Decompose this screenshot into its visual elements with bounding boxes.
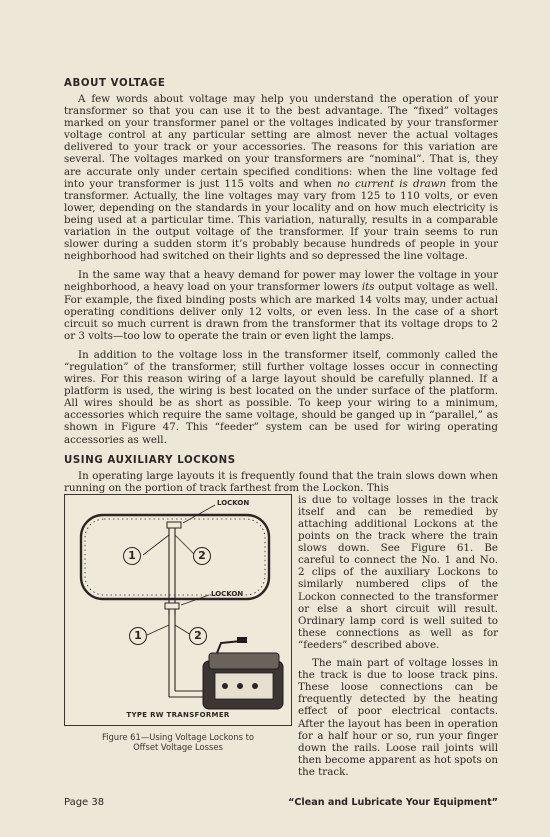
wrapped-text-column xyxy=(298,494,498,784)
paragraph: In addition to the voltage loss in the transformer itself, commonly called the “regulation” of the transformer, still further voltage losses occur in connecting wires. For this reason wiring of a large layout should be carefully planned. If a platform is used, the wiring is best located on the under surface of the platform. All wires should be as short as possible. To keep your wiring to a minimum, accessories which require the same voltage, should be ganged up in “parallel,” as shown in Figure 47. This “feeder” system can be used for wiring operating accessories as well. xyxy=(64,348,498,446)
clip-1-marker: 1 xyxy=(129,627,147,645)
footer-tagline: “Clean and Lubricate Your Equipment” xyxy=(288,797,498,808)
lockon-top xyxy=(167,522,181,528)
page-number: Page 38 xyxy=(64,797,105,808)
paragraph: A few words about voltage may help you understand the operation of your transformer so that you can use it to the best advantage. The “fixed” voltages marked on your transformer panel or the voltages indicated by your transformer voltage control at any particular setting are almost never the actual voltages delivered to your track or your accessories. The reasons for this variation are several. The voltages marked on your transformers are “nominal”. That is, they are accurate only under certain specified conditions: when the line voltage fed into your transformer is just 115 volts and when no current is drawn from the transformer. Actually, the line voltages may vary from 125 to 110 volts, or even lower, depending on the standards in your locality and on how much electricity is being used at a particular time. This variation, naturally, results in a comparable variation in the output voltage of the transformer. If your train seems to run slower during a sudden storm it’s probably because hundreds of people in your neighborhood had switched on their lights and so depressed the line voltage. xyxy=(64,93,499,263)
lockon-bottom-label: LOCKON xyxy=(211,589,244,598)
page-body xyxy=(64,78,498,824)
paragraph: In the same way that a heavy demand for power may lower the voltage in your neighborhood, a heavy load on your transformer lowers its output voltage as well. For example, the fixed binding posts which are marked 14 volts may, under actual operating conditions deliver only 12 volts, or even less. In the case of a short circuit so much current is drawn from the transformer that its voltage drops to 2 or 3 volts—too low to operate the train or even light the lamps. xyxy=(64,269,498,342)
clip-2-marker: 2 xyxy=(189,627,207,645)
track-wiring-diagram xyxy=(65,495,291,725)
section-heading-about-voltage: ABOUT VOLTAGE xyxy=(64,78,166,89)
transformer-label: TYPE RW TRANSFORMER xyxy=(126,710,230,719)
paragraph: In operating large layouts it is frequently found that the train slows down when running on the portion of track farthest from the Lockon. This xyxy=(64,469,498,494)
clip-1-marker: 1 xyxy=(123,547,141,565)
figure-frame xyxy=(64,494,292,726)
figure-caption: Figure 61—Using Voltage Lockons to Offset Voltage Losses xyxy=(101,731,255,753)
paragraph: The main part of voltage losses in the track is due to loose track pins. These loose connections can be frequently detected by the heating effect of poor electrical contacts. After the layout has been in operation for a half hour or so, run your finger down the rails. Loose rail joints will then become apparent as hot spots on the track. xyxy=(298,657,498,778)
lockon-top-label: LOCKON xyxy=(217,498,250,507)
lockon-bottom xyxy=(165,603,179,609)
transformer-illustration xyxy=(203,637,283,709)
section-heading-auxiliary-lockons: USING AUXILIARY LOCKONS xyxy=(64,454,236,466)
clip-2-marker: 2 xyxy=(193,547,211,565)
figure-61 xyxy=(64,494,292,753)
paragraph: is due to voltage losses in the track itself and can be remedied by attaching additional Lockons at the points on the track where the train slows down. See Figure 61. Be careful to connect the No. 1 and No. 2 clips of the auxiliary Lockons to similarly numbered clips of the Lockon connected to the transformer or else a short circuit will result. Ordinary lamp cord is well suited to these connections as well as for “feeders” described above. xyxy=(298,493,498,651)
figure-region xyxy=(64,494,498,824)
